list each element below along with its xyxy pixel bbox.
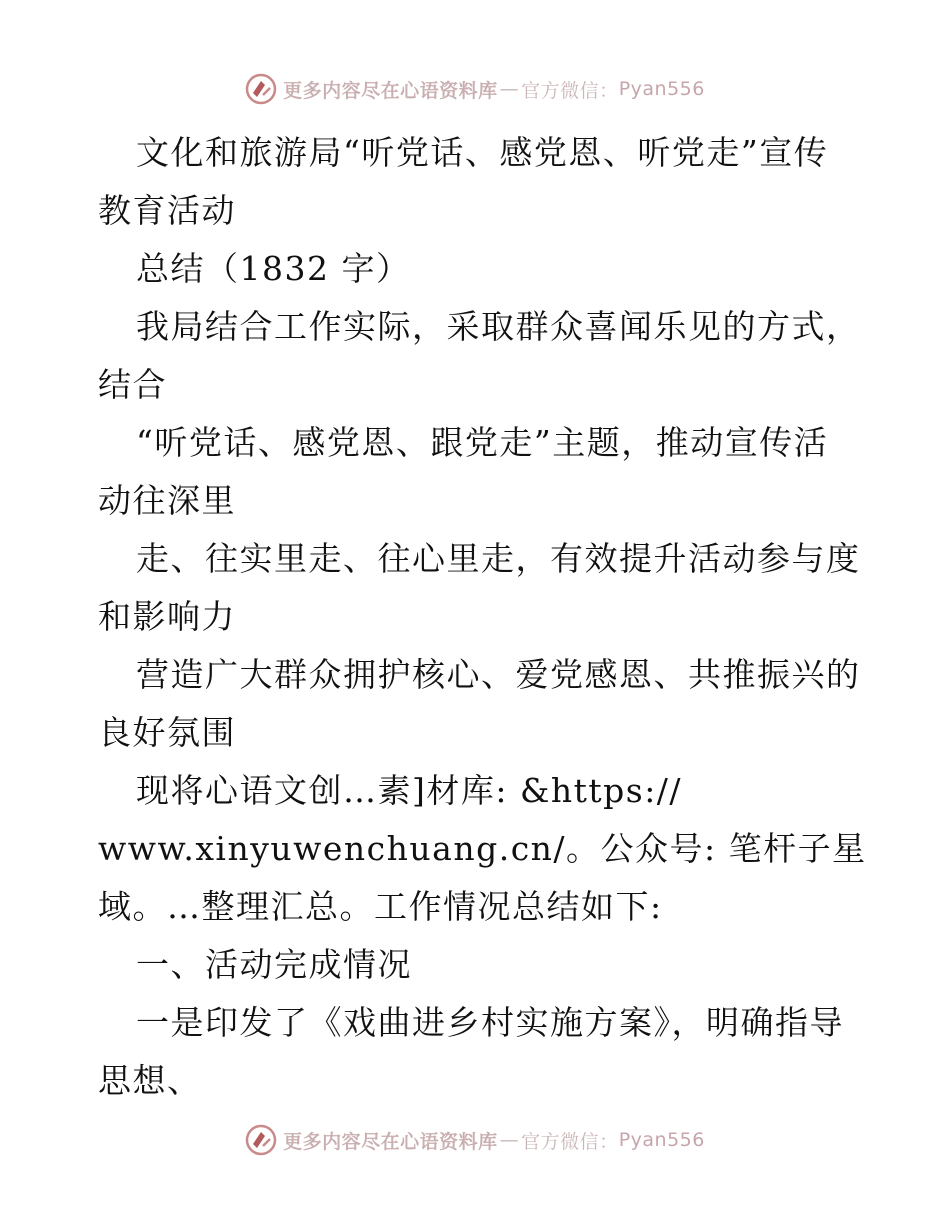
subtitle-line: 总结（1832 字） bbox=[136, 249, 411, 288]
watermark-brand: 更多内容尽在心语资料库 bbox=[283, 1130, 498, 1153]
paragraph-line: 动往深里 bbox=[98, 481, 236, 520]
watermark-header bbox=[0, 69, 950, 109]
paragraph-line: 思想、 bbox=[98, 1061, 202, 1100]
title-line-1: 文化和旅游局“听党话、感党恩、听党走”宣传 bbox=[136, 133, 829, 172]
watermark-separator: — bbox=[499, 1129, 520, 1151]
watermark-wechat-label: 官方微信： bbox=[521, 1130, 619, 1153]
paragraph-line: “听党话、感党恩、跟党走”主题，推动宣传活 bbox=[136, 423, 829, 462]
watermark-account: Pyan556 bbox=[618, 78, 705, 100]
paragraph-line: 结合 bbox=[98, 365, 167, 404]
paragraph-line: 良好氛围 bbox=[98, 713, 236, 752]
paragraph-line: 走、往实里走、往心里走，有效提升活动参与度 bbox=[136, 539, 861, 578]
title-line-2: 教育活动 bbox=[98, 191, 236, 230]
paragraph-line: 一是印发了《戏曲进乡村实施方案》，明确指导 bbox=[136, 1003, 844, 1042]
paragraph-line: www.xinyuwenchuang.cn/。公众号: 笔杆子星 bbox=[98, 829, 867, 868]
paragraph-line: 域。…整理汇总。工作情况总结如下: bbox=[98, 887, 663, 926]
watermark-separator: — bbox=[499, 78, 520, 100]
paragraph-line: 我局结合工作实际，采取群众喜闻乐见的方式， bbox=[136, 307, 861, 346]
watermark-brand: 更多内容尽在心语资料库 bbox=[283, 79, 498, 102]
paragraph-line: 营造广大群众拥护核心、爱党感恩、共推振兴的 bbox=[136, 655, 861, 694]
section-heading: 一、活动完成情况 bbox=[136, 945, 412, 984]
paragraph-line: 和影响力 bbox=[98, 597, 236, 636]
paragraph-line: 现将心语文创…素]材库: &https:// bbox=[136, 771, 683, 810]
watermark-footer bbox=[0, 1120, 950, 1160]
brand-logo-icon bbox=[245, 1124, 277, 1156]
watermark-wechat-label: 官方微信： bbox=[521, 79, 619, 102]
watermark-account: Pyan556 bbox=[618, 1129, 705, 1151]
document-body bbox=[98, 124, 867, 1110]
brand-logo-icon bbox=[245, 73, 277, 105]
